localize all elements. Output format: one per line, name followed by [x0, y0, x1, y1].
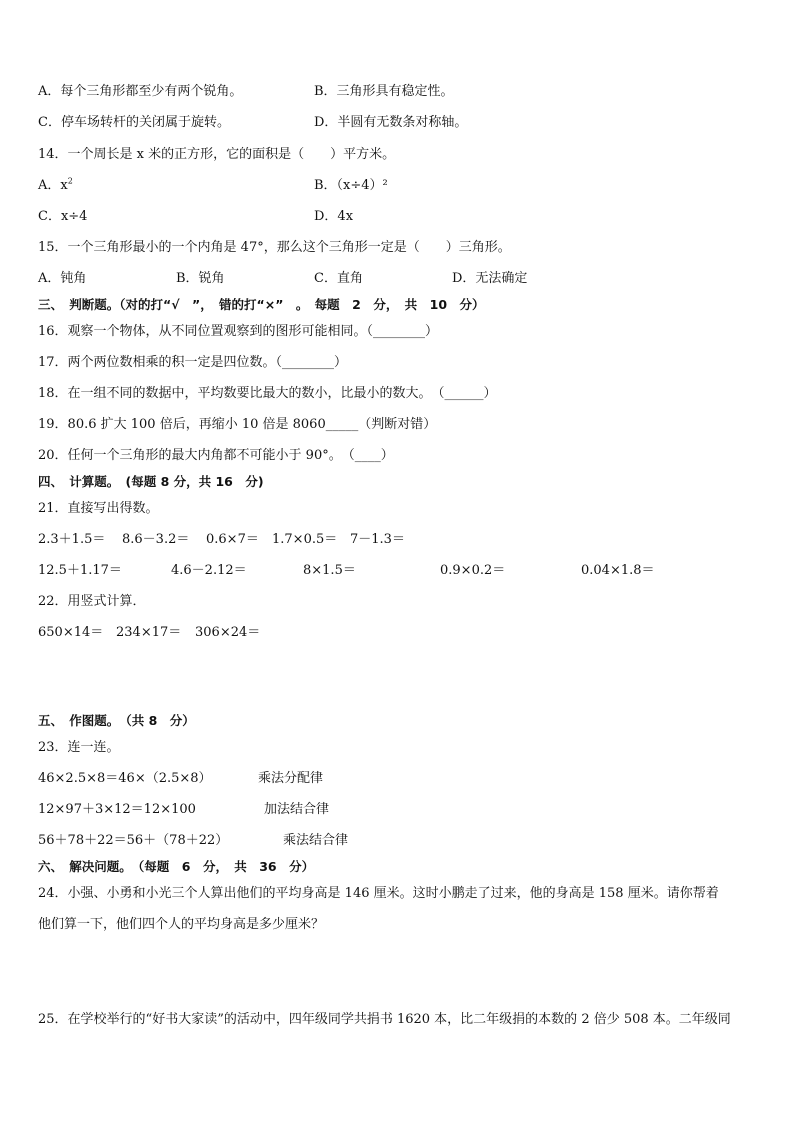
match-right-item: 加法结合律 — [264, 802, 330, 817]
q24-line-2: 他们算一下，他们四个人的平均身高是多少厘米？ — [38, 917, 325, 932]
calc-item: 650×14＝ — [38, 625, 104, 640]
q16: 16．观察一个物体，从不同位置观察到的图形可能相同。（________） — [38, 324, 439, 339]
calc-item: 12.5＋1.17＝ — [38, 563, 122, 578]
q25-line-1: 25．在学校举行的“好书大家读”的活动中，四年级同学共捐书 1620 本，比二年级捐的本数的 2 倍少 508 本。二年级同 — [38, 1012, 731, 1027]
section6-heading: 六、 解决问题。 （每题 6 分， 共 36 分） — [38, 859, 315, 874]
q15-option-b: B．锐角 — [176, 271, 225, 286]
q14-stem: 14．一个周长是 x 米的正方形，它的面积是（ ）平方米。 — [38, 147, 396, 162]
q23: 23．连一连。 — [38, 740, 120, 755]
calc-item: 306×24＝ — [195, 625, 261, 640]
q13-option-b: B．三角形具有稳定性。 — [314, 84, 454, 99]
q15-option-c: C．直角 — [314, 271, 363, 286]
calc-item: 0.6×7＝ — [206, 532, 259, 547]
q14-option-a-text: A．x — [38, 178, 68, 193]
section4-heading: 四、 计算题。 (每题 8 分，共 16 分) — [38, 474, 264, 489]
q22: 22．用竖式计算． — [38, 594, 146, 609]
q15-option-d: D．无法确定 — [452, 271, 528, 286]
q13-option-d: D．半圆有无数条对称轴。 — [314, 115, 468, 130]
q17: 17．两个两位数相乘的积一定是四位数。（________） — [38, 355, 348, 370]
section3-heading: 三、 判断题。（对的打“√ ”， 错的打“×” 。 每题 2 分， 共 10 分） — [38, 297, 485, 312]
calc-item: 0.04×1.8＝ — [581, 563, 655, 578]
q13-option-c: C．停车场转杆的关闭属于旋转。 — [38, 115, 230, 130]
calc-item: 1.7×0.5＝ — [272, 532, 338, 547]
q18: 18．在一组不同的数据中，平均数要比最大的数小，比最小的数大。 （______） — [38, 386, 497, 401]
q14-option-b: B．（x÷4）² — [314, 178, 388, 193]
section5-heading: 五、 作图题。 （共 8 分） — [38, 713, 195, 728]
q24-line-1: 24．小强、小勇和小光三个人算出他们的平均身高是 146 厘米。这时小鹏走了过来，他的身高是 158 厘米。请你帮着 — [38, 886, 719, 901]
calc-item: 7－1.3＝ — [350, 532, 405, 547]
q14-option-a — [38, 177, 73, 195]
q20: 20．任何一个三角形的最大内角都不可能小于 90°。 （____） — [38, 448, 394, 463]
match-right-item: 乘法分配律 — [258, 771, 324, 786]
q21: 21．直接写出得数。 — [38, 501, 159, 516]
calc-item: 234×17＝ — [116, 625, 182, 640]
match-left-item: 46×2.5×8＝46×（2.5×8） — [38, 771, 212, 786]
calc-item: 8×1.5＝ — [303, 563, 356, 578]
q15-option-a: A．钝角 — [38, 271, 87, 286]
calc-item: 8.6－3.2＝ — [122, 532, 190, 547]
q14-option-a-exponent: 2 — [67, 176, 73, 186]
calc-item: 4.6－2.12＝ — [171, 563, 247, 578]
calc-item: 2.3＋1.5＝ — [38, 532, 106, 547]
q19: 19．80.6 扩大 100 倍后，再缩小 10 倍是 8060_____（判断对错） — [38, 417, 437, 432]
calc-item: 0.9×0.2＝ — [440, 563, 506, 578]
q14-option-d: D．4x — [314, 209, 354, 224]
match-left-item: 12×97＋3×12＝12×100 — [38, 802, 196, 817]
match-left-item: 56＋78＋22＝56＋（78＋22） — [38, 833, 229, 848]
q15-stem: 15．一个三角形最小的一个内角是 47°，那么这个三角形一定是（ ）三角形。 — [38, 240, 511, 255]
q14-option-c: C．x÷4 — [38, 209, 88, 224]
match-right-item: 乘法结合律 — [283, 833, 349, 848]
q13-option-a: A．每个三角形都至少有两个锐角。 — [38, 84, 243, 99]
